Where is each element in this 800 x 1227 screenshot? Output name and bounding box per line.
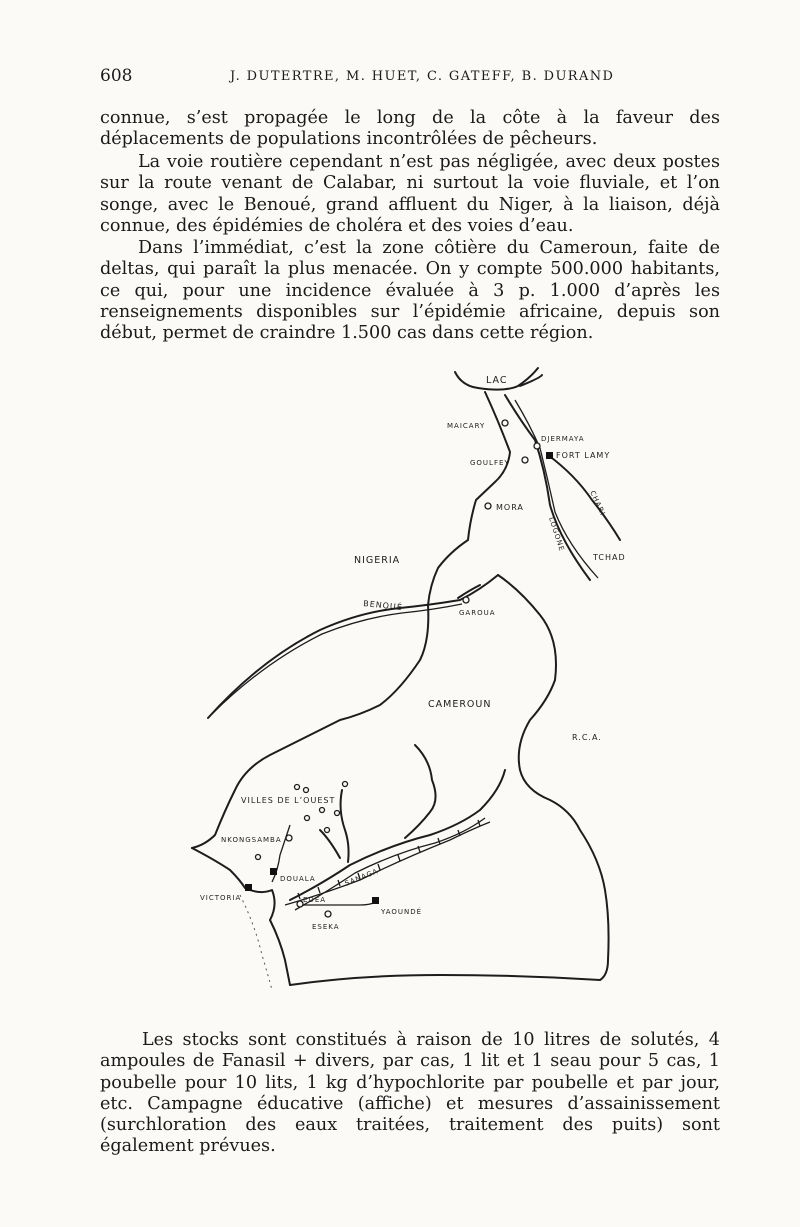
town-marker-ouest-1 xyxy=(343,782,348,787)
town-marker-ouest-6 xyxy=(305,816,310,821)
sanaga-tributary xyxy=(405,745,436,838)
label-yaounde: YAOUNDÉ xyxy=(381,908,423,916)
running-head-authors: J. DUTERTRE, M. HUET, C. GATEFF, B. DURAND xyxy=(230,69,615,84)
town-marker-nkongsamba xyxy=(286,835,292,841)
label-djermaya: DJERMAYA xyxy=(541,435,585,443)
mbam-river xyxy=(341,790,349,862)
label-chari: CHARI xyxy=(588,489,607,518)
label-douala: DOUALA xyxy=(280,875,316,883)
western-border-south xyxy=(192,605,428,848)
eastern-border xyxy=(498,575,609,980)
label-villes-ouest: VILLES DE L’OUEST xyxy=(241,796,336,805)
town-marker-mora xyxy=(485,503,491,509)
label-sanaga: SANAGA xyxy=(343,867,380,888)
label-logone: LOGONE xyxy=(547,516,566,553)
town-marker-ouest-4 xyxy=(320,808,325,813)
town-marker-maicary xyxy=(502,420,508,426)
town-marker-garoua xyxy=(463,597,469,603)
coastal-shallows xyxy=(240,895,272,990)
town-marker-ouest-2 xyxy=(295,785,300,790)
label-garoua: GAROUA xyxy=(459,609,496,617)
paragraph-3: Dans l’immédiat, c’est la zone côtière du Cameroun, faite de deltas, qui paraît la plus menacée. On y compte 500.000 habitants, ce qui, pour une incidence évaluée à 3 p. 1.000 d’après les renseignements disponibles sur l’épidémie africaine, depuis son début, permet de craindre 1.500 cas dans cette région. xyxy=(100,238,720,344)
label-eseka: ESEKA xyxy=(312,923,340,931)
town-marker-djermaya xyxy=(534,443,540,449)
logone-river-bank xyxy=(515,400,598,578)
label-goulfey: GOULFEY xyxy=(470,459,510,467)
city-marker-yaounde xyxy=(372,897,379,904)
town-marker-ouest-3 xyxy=(304,788,309,793)
paragraph-1: connue, s’est propagée le long de la côte à la faveur des déplacements de populations incontrôlées de pêcheurs. xyxy=(100,108,720,150)
label-benoue: BENOUÉ xyxy=(362,599,404,613)
label-mora: MORA xyxy=(496,503,524,512)
label-nigeria: NIGERIA xyxy=(354,555,401,566)
town-marker-ouest-8 xyxy=(256,855,261,860)
western-river xyxy=(320,830,340,858)
page-number: 608 xyxy=(100,66,133,86)
town-marker-eseka xyxy=(325,911,331,917)
town-marker-ouest-5 xyxy=(335,811,340,816)
label-tchad: TCHAD xyxy=(593,553,626,562)
running-header xyxy=(100,66,720,90)
city-marker-victoria xyxy=(245,884,252,891)
sanaga-river xyxy=(290,770,505,900)
label-maicary: MAICARY xyxy=(447,422,486,430)
town-marker-ouest-7 xyxy=(325,828,330,833)
label-victoria: VICTORIA xyxy=(200,894,242,902)
benoue-river xyxy=(208,575,498,718)
city-marker-douala xyxy=(270,868,277,875)
paragraph-2: La voie routière cependant n’est pas négligée, avec deux postes sur la route venant de Calabar, ni surtout la voie fluviale, et l’on songe, avec le Benoué, grand affluent du Niger, à la liaison, déjà connue, des épidémies de choléra et des voies d’eau. xyxy=(100,152,720,236)
label-rca: R.C.A. xyxy=(572,733,602,742)
cameroon-map xyxy=(180,360,640,1000)
city-marker-fort-lamy xyxy=(546,452,553,459)
southern-border xyxy=(290,975,600,985)
benoue-river-bank xyxy=(212,604,462,714)
paragraph-4: Les stocks sont constitués à raison de 10 litres de solutés, 4 ampoules de Fanasil + divers, par cas, 1 lit et 1 seau pour 5 cas, 1 poubelle pour 10 lits, 1 kg d’hypochlorite par poubelle et par jour, etc. Campagne éducative (affiche) et mesures d’assainissement (surchloration des eaux traitées, traitement des puits) sont également prévues. xyxy=(100,1030,720,1157)
label-edea: EDEA xyxy=(303,896,327,904)
town-marker-goulfey xyxy=(522,457,528,463)
label-cameroun: CAMEROUN xyxy=(428,699,492,710)
label-nkongsamba: NKONGSAMBA xyxy=(221,836,282,844)
label-lac: LAC xyxy=(486,375,508,386)
label-fort-lamy: FORT LAMY xyxy=(556,451,611,460)
